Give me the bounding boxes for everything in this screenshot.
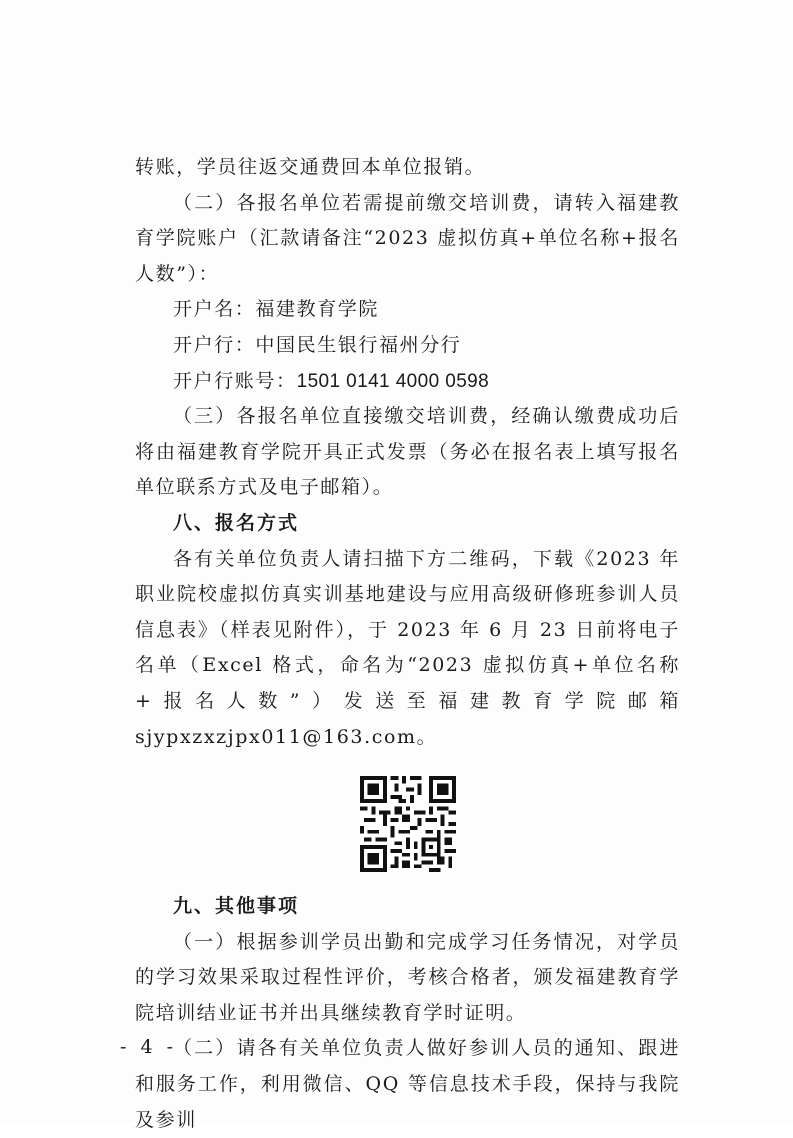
paragraph-evaluation: （一）根据参训学员出勤和完成学习任务情况，对学员的学习效果采取过程性评价，考核合格者，颁发福建教育学院培训结业证书并出具继续教育学时证明。 [135, 930, 680, 1024]
bank-line [135, 328, 680, 364]
account-name-label: 开户名： [173, 298, 256, 321]
section-heading-other: 九、其他事项 [173, 895, 300, 918]
section-heading-registration: 八、报名方式 [173, 511, 300, 534]
paragraph-invoice: （三）各报名单位直接缴交培训费，经确认缴费成功后将由福建教育学院开具正式发票（务必在报名表上填写报名单位联系方式及电子邮箱）。 [135, 405, 680, 499]
paragraph-transfer: 转账，学员往返交通费回本单位报销。 [135, 156, 486, 178]
account-name-value: 福建教育学院 [255, 298, 380, 321]
account-name-line [135, 292, 680, 328]
qr-code-container [135, 759, 680, 889]
account-number-label: 开户行账号： [173, 369, 297, 392]
bank-value: 中国民生银行福州分行 [255, 333, 462, 356]
qr-code-icon[interactable] [360, 776, 456, 872]
paragraph-advance-payment: （二）各报名单位若需提前缴交培训费，请转入福建教育学院账户（汇款请备注“2023 虚拟仿真+单位名称+报名人数”）： [135, 191, 680, 285]
document-body [135, 150, 680, 1138]
page-number: - 4 - [120, 1036, 178, 1058]
paragraph-registration: 各有关单位负责人请扫描下方二维码，下载《2023 年职业院校虚拟仿真实训基地建设与应用高级研修班参训人员信息表》（样表见附件），于 2023 年 6 月 23 日前将电子名单（Excel 格式，命名为“2023 虚拟仿真+单位名称+报名人数”）发送至福建教育学院邮箱 sjypxzxzjpx011@163.com。 [135, 547, 680, 748]
account-number-line [135, 364, 680, 400]
bank-label: 开户行： [173, 333, 256, 356]
paragraph-service: （二）请各有关单位负责人做好参训人员的通知、跟进和服务工作，利用微信、QQ 等信息技术手段，保持与我院及参训 [135, 1037, 680, 1131]
account-number-value: 1501 0141 4000 0598 [296, 370, 490, 392]
